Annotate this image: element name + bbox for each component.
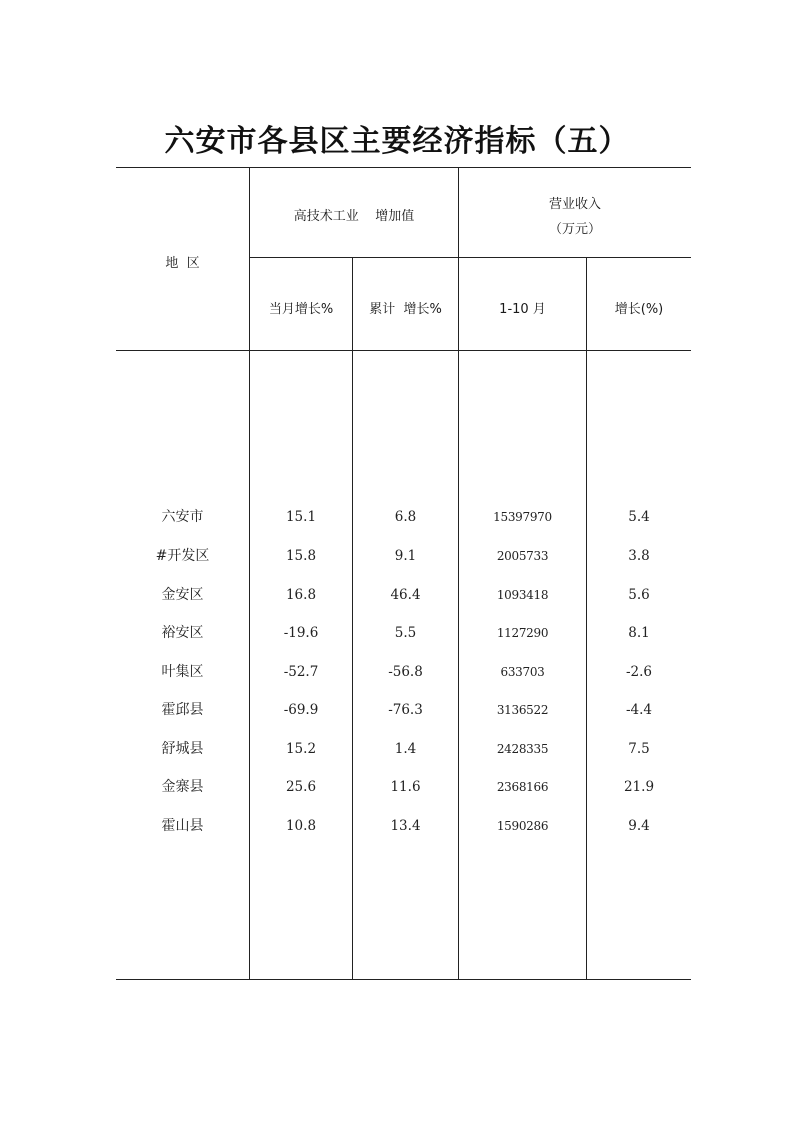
header-group-divider <box>250 257 691 258</box>
cell-month-growth: 15.1 <box>285 509 317 525</box>
header-group-revenue-line2: （万元） <box>548 222 601 237</box>
cell-revenue-growth: 7.5 <box>628 741 650 757</box>
cell-cum-growth: 9.1 <box>394 548 417 564</box>
cell-region: 裕安区 <box>161 625 204 641</box>
cell-revenue-growth: 8.1 <box>628 625 650 641</box>
cell-region: #开发区 <box>155 548 210 564</box>
header-revenue-period: 1-10 月 <box>499 302 546 317</box>
cell-cum-growth: 13.4 <box>390 818 421 834</box>
cell-revenue-growth: -4.4 <box>625 702 653 718</box>
header-bottom-border <box>116 350 691 351</box>
cell-region: 舒城县 <box>161 741 204 757</box>
cell-month-growth: 15.2 <box>285 741 317 757</box>
divider-region <box>249 167 250 980</box>
table-top-border <box>116 167 691 168</box>
cell-cum-growth: 1.4 <box>394 741 417 757</box>
cell-month-growth: 25.6 <box>285 779 317 795</box>
cell-region: 金安区 <box>161 587 204 603</box>
cell-month-growth: -69.9 <box>283 702 319 718</box>
cell-revenue-growth: 5.6 <box>628 587 650 603</box>
cell-revenue-growth: -2.6 <box>625 664 653 680</box>
cell-revenue: 2368166 <box>496 780 549 794</box>
cell-month-growth: 15.8 <box>285 548 317 564</box>
cell-revenue: 15397970 <box>493 510 552 524</box>
header-revenue-growth: 增长(%) <box>614 302 664 317</box>
cell-revenue: 1127290 <box>496 626 549 640</box>
cell-cum-growth: 11.6 <box>390 779 421 795</box>
cell-revenue: 3136522 <box>496 703 549 717</box>
header-group-revenue-line1: 营业收入 <box>548 197 601 212</box>
header-month-growth: 当月增长% <box>268 302 334 317</box>
cell-cum-growth: -76.3 <box>388 702 423 718</box>
cell-month-growth: -19.6 <box>283 625 319 641</box>
cell-cum-growth: 5.5 <box>394 625 417 641</box>
cell-revenue-growth: 21.9 <box>623 779 655 795</box>
header-region: 地 区 <box>165 256 200 271</box>
header-cum-growth: 累计 增长% <box>369 302 442 317</box>
cell-revenue-growth: 5.4 <box>628 509 650 525</box>
cell-month-growth: 16.8 <box>285 587 317 603</box>
cell-revenue: 1590286 <box>496 819 549 833</box>
cell-region: 叶集区 <box>161 664 204 680</box>
table-bottom-border <box>116 979 691 980</box>
cell-month-growth: 10.8 <box>285 818 317 834</box>
cell-revenue: 633703 <box>500 665 545 679</box>
cell-month-growth: -52.7 <box>283 664 319 680</box>
cell-revenue: 1093418 <box>496 588 549 602</box>
cell-revenue: 2428335 <box>496 742 549 756</box>
cell-cum-growth: 6.8 <box>394 509 417 525</box>
divider-revenue-sub <box>586 257 587 980</box>
cell-cum-growth: -56.8 <box>388 664 423 680</box>
cell-region: 六安市 <box>161 509 204 525</box>
divider-groups <box>458 167 459 980</box>
cell-region: 霍邱县 <box>161 702 204 718</box>
cell-revenue-growth: 3.8 <box>628 548 650 564</box>
cell-region: 金寨县 <box>161 779 204 795</box>
cell-cum-growth: 46.4 <box>390 587 421 603</box>
cell-revenue: 2005733 <box>496 549 549 563</box>
cell-region: 霍山县 <box>161 818 204 834</box>
header-group-hightech: 高技术工业 增加值 <box>293 209 415 224</box>
divider-hightech-sub <box>352 257 353 980</box>
page-title: 六安市各县区主要经济指标（五） <box>164 124 630 159</box>
cell-revenue-growth: 9.4 <box>628 818 650 834</box>
